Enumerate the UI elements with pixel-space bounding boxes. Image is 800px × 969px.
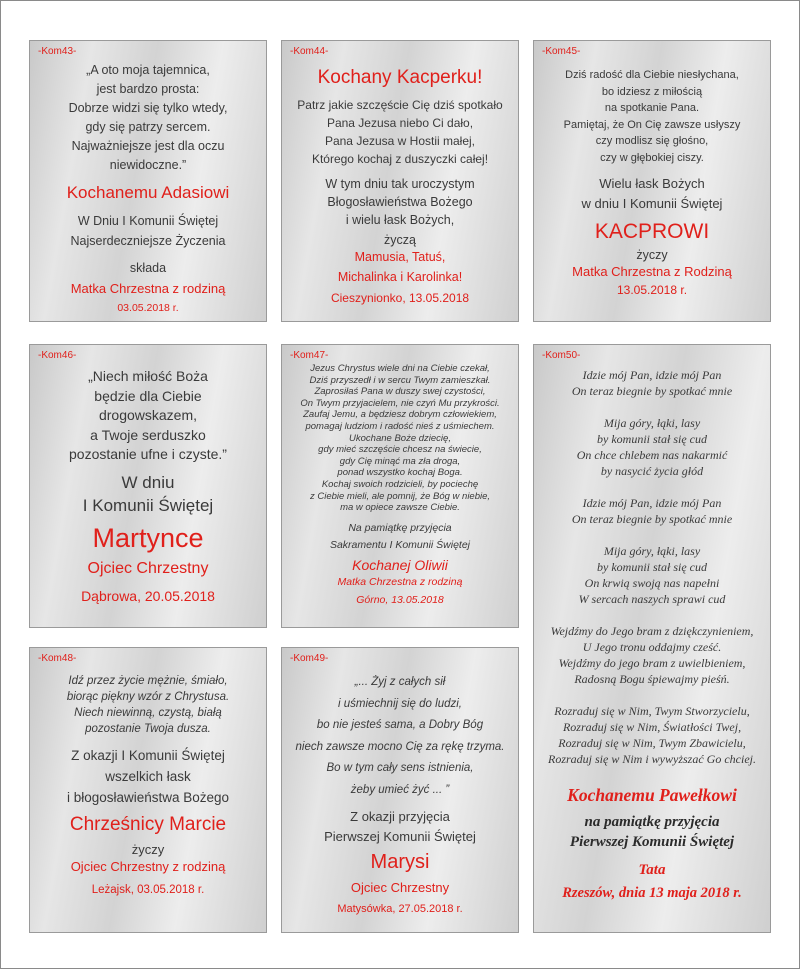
song-line: On teraz biegnie by spotkać mnie — [571, 384, 733, 398]
poem-line: czy modlisz się głośno, — [595, 135, 709, 147]
plaque-code: -Kom45- — [542, 46, 581, 57]
poem-line: i uśmiechnij się do ludzi, — [337, 697, 462, 710]
plaque-givers: Michalinka i Karolinka! — [337, 270, 463, 284]
poem-line: On Twym przyjacielem, nie czyń Mu przykrości. — [300, 397, 500, 409]
poem-line: Pana Jezusa w Hostii małej, — [324, 134, 476, 148]
poem-line: pomagaj ludziom i radość nieś z uśmiechem. — [305, 420, 495, 432]
song-line: Wejdźmy do jego bram z uwielbieniem, — [558, 656, 746, 670]
plaque-giver: Ojciec Chrzestny — [350, 880, 450, 895]
poem-line: pozostanie Twoja dusza. — [85, 723, 211, 735]
plaque-song — [534, 367, 770, 767]
wish-line: Z okazji I Komunii Świętej — [71, 748, 225, 763]
plaque-occasion — [30, 471, 266, 517]
poem-line: Kochaj swoich rodzicieli, by pociechę — [321, 478, 479, 490]
poem-line: „A oto moja tajemnica, — [86, 63, 210, 77]
wish-line: wszelkich łask — [105, 769, 191, 784]
plaque-code: -Kom43- — [38, 46, 77, 57]
song-line: Radosną Bogu śpiewajmy pieśń. — [574, 672, 730, 686]
poem-line: czy w głębokiej ciszy. — [600, 151, 704, 164]
plaque-recipient: Martynce — [92, 522, 204, 553]
plaque-kom44 — [281, 40, 519, 322]
poem-line: Pana Jezusa niebo Ci dało, — [326, 116, 474, 130]
plaque-giver: Ojciec Chrzestny z rodziną — [70, 859, 226, 874]
plaque-giver: Matka Chrzestna z rodziną — [70, 281, 226, 296]
plaque-wish — [282, 175, 518, 229]
plaque-wish — [30, 745, 266, 808]
song-line: W sercach naszych sprawi cud — [578, 592, 726, 606]
occasion-line: na pamiątkę przyjęcia — [584, 814, 720, 830]
poem-line: Ukochane Boże dziecię, — [349, 432, 451, 444]
plaque-occasion — [282, 807, 518, 847]
poem-line: Patrz jakie szczęście Cię dziś spotkało — [297, 98, 503, 112]
poem-line: niewidoczne.” — [109, 158, 187, 172]
plaque-occasion — [534, 812, 770, 852]
plaque-givers: Mamusia, Tatuś, — [354, 250, 446, 264]
plaque-date: Górno, 13.05.2018 — [356, 593, 444, 606]
plaque-wish — [534, 174, 770, 214]
poem-line: niech zawsze mocno Cię za rękę trzyma. — [295, 740, 505, 753]
occasion-line: Sakramentu I Komunii Świętej — [329, 538, 471, 551]
song-line: Idzie mój Pan, idzie mój Pan — [582, 496, 722, 510]
plaque-giver: Matka Chrzestna z rodziną — [337, 575, 463, 588]
occasion-line: Pierwszej Komunii Świętej — [324, 829, 476, 844]
poem-line: bo idziesz z miłością — [601, 85, 703, 98]
plaque-giver: Tata — [638, 862, 666, 878]
poem-line: bo nie jesteś sama, a Dobry Bóg — [316, 719, 484, 731]
song-line: Rozraduj się w Nim, Twym Zbawicielu, — [558, 736, 746, 750]
plaque-kom43 — [29, 40, 267, 322]
plaque-poem — [282, 363, 518, 514]
song-line: Rozraduj się w Nim, Twym Stworzycielu, — [554, 704, 750, 718]
plaque-code: -Kom47- — [290, 350, 329, 361]
poem-line: z Ciebie mieli, ale pomnij, że Bóg w niebie, — [309, 490, 491, 502]
song-line: On krwią swoją nas napełni — [584, 576, 720, 590]
poem-line: na spotkanie Pana. — [604, 102, 700, 114]
poem-line: Dobrze widzi się tylko wtedy, — [68, 101, 228, 115]
poem-line: Najważniejsze jest dla oczu — [71, 139, 225, 153]
plaque-occasion — [282, 520, 518, 554]
song-line: by nasycić życia głód — [600, 464, 704, 478]
plaque-kom48 — [29, 647, 267, 933]
occasion-line: Na pamiątkę przyjęcia — [348, 521, 452, 534]
poem-line: Idź przez życie mężnie, śmiało, — [68, 675, 228, 687]
plaque-date: Leżajsk, 03.05.2018 r. — [91, 884, 205, 896]
plaque-recipient: Kochanej Oliwii — [352, 556, 448, 573]
plaque-kom50 — [533, 344, 771, 933]
plaque-giver: Ojciec Chrzestny — [87, 559, 209, 577]
song-line: U Jego tronu oddajmy cześć. — [582, 640, 722, 654]
occasion-line: Z okazji przyjęcia — [350, 809, 450, 824]
poem-line: Pamiętaj, że On Cię zawsze usłyszy — [563, 118, 741, 131]
poem-line: Dziś radość dla Ciebie niesłychana, — [565, 69, 739, 81]
plaque-occasion: Najserdeczniejsze Życzenia — [70, 234, 226, 248]
plaque-recipient: KACPROWI — [594, 220, 710, 243]
plaque-recipient: Marysi — [370, 851, 430, 873]
poem-line: „... Żyj z całych sił — [354, 676, 446, 688]
plaque-verb: życzą — [384, 233, 416, 247]
plaque-poem — [534, 67, 770, 166]
poem-line: pozostanie ufne i czyste.” — [69, 446, 227, 462]
plaque-poem — [30, 673, 266, 737]
plaque-verb: składa — [129, 261, 167, 275]
occasion-line: Pierwszej Komunii Świętej — [569, 834, 735, 850]
song-line: Mija góry, łąki, lasy — [603, 544, 701, 558]
wish-line: W tym dniu tak uroczystym — [325, 177, 475, 191]
song-line: Rozraduj się w Nim i wywyższać Go chciej. — [548, 752, 756, 766]
poem-line: Jezus Chrystus wiele dni na Ciebie czekał, — [310, 363, 490, 374]
poem-line: Dziś przyszedł i w sercu Twym zamieszkał. — [309, 374, 491, 386]
plaque-giver: Matka Chrzestna z Rodziną — [572, 264, 732, 279]
plaque-kom45 — [533, 40, 771, 322]
song-line: Rozraduj się w Nim, Światłości Twej, — [562, 720, 742, 734]
plaque-kom49 — [281, 647, 519, 933]
plaque-kom47 — [281, 344, 519, 628]
plaque-date: 13.05.2018 r. — [616, 283, 688, 297]
poem-line: Zaprosiłaś Pana w duszy swej czystości, — [314, 386, 486, 398]
poem-line: gdy się patrzy sercem. — [85, 120, 211, 134]
occasion-line: I Komunii Świętej — [82, 495, 214, 515]
poem-line: Bo w tym cały sens istnienia, — [326, 762, 474, 774]
song-line: by komunii stał się cud — [597, 432, 707, 446]
plaque-code: -Kom44- — [290, 46, 329, 57]
song-line: Wejdźmy do Jego bram z dziękczynieniem, — [550, 624, 754, 638]
plaque-date: Dąbrowa, 20.05.2018 — [81, 587, 215, 604]
poem-line: gdy mieć szczęście chcesz na świecie, — [318, 444, 482, 456]
plaque-date: 03.05.2018 r. — [117, 302, 179, 314]
plaque-recipient: Kochany Kacperku! — [317, 67, 483, 88]
poem-line: jest bardzo prosta: — [96, 82, 200, 96]
plaque-date: Matysówka, 27.05.2018 r. — [337, 903, 463, 915]
song-line: On teraz biegnie by spotkać mnie — [571, 512, 733, 526]
occasion-line: W dniu — [121, 472, 175, 492]
plaque-recipient: Chrześnicy Marcie — [69, 814, 227, 835]
plaque-date: Cieszynionko, 13.05.2018 — [330, 291, 470, 305]
song-line: Mija góry, łąki, lasy — [603, 416, 701, 430]
plaque-code: -Kom49- — [290, 653, 329, 664]
song-line: On chce chlebem nas nakarmić — [576, 448, 728, 462]
plaque-poem — [30, 61, 266, 175]
poem-line: a Twoje serduszko — [90, 426, 206, 443]
poem-line: gdy Cię minąć ma zła droga, — [339, 455, 461, 467]
song-line: by komunii stał się cud — [597, 560, 707, 574]
wish-line: w dniu I Komunii Świętej — [581, 196, 723, 211]
plaque-code: -Kom46- — [38, 350, 77, 361]
wish-line: Wielu łask Bożych — [599, 176, 705, 191]
plaque-poem — [282, 96, 518, 168]
wish-line: i wielu łask Bożych, — [345, 213, 455, 227]
plaque-occasion: W Dniu I Komunii Świętej — [77, 214, 219, 228]
poem-line: żeby umieć żyć ... ” — [350, 783, 450, 796]
plaque-date: Rzeszów, dnia 13 maja 2018 r. — [562, 885, 742, 901]
poem-line: ma w opiece zawsze Ciebie. — [340, 502, 460, 514]
poem-line: Niech niewinną, czystą, białą — [74, 707, 222, 719]
poem-line: „Niech miłość Boża — [88, 368, 208, 384]
plaque-code: -Kom48- — [38, 653, 77, 664]
poem-line: Którego kochaj z duszyczki całej! — [311, 152, 489, 166]
poem-line: będzie dla Ciebie — [94, 387, 202, 404]
wish-line: i błogosławieństwa Bożego — [66, 790, 230, 805]
poem-line: drogowskazem, — [98, 407, 198, 423]
plaque-verb: życzy — [131, 842, 165, 857]
plaque-poem — [30, 367, 266, 465]
poem-line: Zaufaj Jemu, a będziesz dobrym człowiekiem, — [303, 409, 497, 421]
wish-line: Błogosławieństwa Bożego — [327, 195, 473, 209]
plaque-poem — [282, 672, 518, 801]
poem-line: biorąc piękny wzór z Chrystusa. — [66, 691, 230, 703]
plaque-verb: życzy — [636, 248, 668, 262]
plaque-recipient: Kochanemu Pawełkowi — [567, 785, 737, 805]
plaque-kom46 — [29, 344, 267, 628]
plaque-recipient: Kochanemu Adasiowi — [66, 183, 230, 202]
poem-line: ponad wszystko kochaj Boga. — [337, 467, 463, 479]
plaque-code: -Kom50- — [542, 350, 581, 361]
song-line: Idzie mój Pan, idzie mój Pan — [582, 368, 722, 382]
